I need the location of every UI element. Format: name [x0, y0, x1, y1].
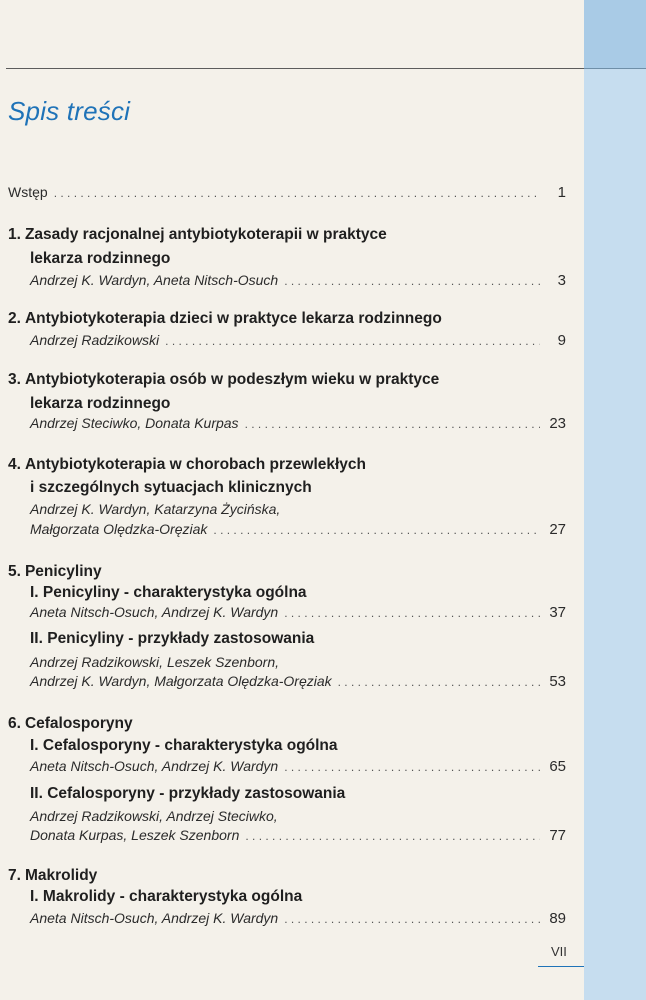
chapter-5-section-2-authors[interactable]	[30, 673, 566, 690]
chapter-5-number: 5.	[8, 563, 21, 580]
chapter-7-title-text: Makrolidy	[24, 867, 98, 884]
chapter-5-section-1-authors-text: Aneta Nitsch-Osuch, Andrzej K. Wardyn	[30, 604, 279, 620]
chapter-5-title-text: Penicyliny	[24, 563, 102, 580]
leader-dots	[284, 606, 540, 620]
chapter-1-authors-text: Andrzej K. Wardyn, Aneta Nitsch-Osuch	[30, 272, 279, 288]
side-strip-top-block	[584, 0, 646, 68]
footer-rule	[538, 966, 584, 967]
leader-dots	[284, 912, 540, 926]
leader-dots	[54, 186, 540, 200]
chapter-6-section-1-authors[interactable]	[30, 758, 566, 775]
chapter-1-title-text: Zasady racjonalnej antybiotykoterapii w praktyce	[24, 226, 387, 243]
chapter-1-authors[interactable]	[30, 272, 566, 289]
chapter-1-number: 1.	[8, 226, 21, 243]
chapter-5-section-2-authors-text: Andrzej K. Wardyn, Małgorzata Olędzka-Oręziak	[30, 673, 332, 689]
chapter-1-title-line-2[interactable]: lekarza rodzinnego	[30, 250, 171, 267]
leader-dots	[338, 675, 540, 689]
chapter-2-title-text: Antybiotykoterapia dzieci w praktyce lekarza rodzinnego	[24, 310, 442, 327]
chapter-5-section-2-title[interactable]: II. Penicyliny - przykłady zastosowania	[30, 630, 315, 647]
chapter-5-section-1-authors[interactable]	[30, 604, 566, 621]
chapter-6-title-text: Cefalosporyny	[24, 715, 133, 732]
chapter-3-title-line-2[interactable]: lekarza rodzinnego	[30, 395, 171, 412]
chapter-3-number: 3.	[8, 371, 21, 388]
chapter-1-title-line-1[interactable]	[8, 226, 387, 244]
top-rule	[6, 68, 584, 69]
leader-dots	[213, 523, 540, 537]
chapter-5-section-2-page: 53	[549, 673, 566, 690]
top-rule-extension	[584, 68, 646, 69]
chapter-2-authors[interactable]	[30, 332, 566, 349]
chapter-6-section-2-title[interactable]: II. Cefalosporyny - przykłady zastosowania	[30, 785, 346, 802]
chapter-6-section-2-page: 77	[549, 827, 566, 844]
chapter-5-section-1-title[interactable]: I. Penicyliny - charakterystyka ogólna	[30, 584, 307, 601]
chapter-5-section-1-page: 37	[549, 604, 566, 621]
chapter-7-section-1-title[interactable]: I. Makrolidy - charakterystyka ogólna	[30, 888, 303, 905]
chapter-7-section-1-authors-text: Aneta Nitsch-Osuch, Andrzej K. Wardyn	[30, 910, 279, 926]
page-folio: VII	[551, 944, 567, 959]
chapter-3-page: 23	[549, 415, 566, 432]
chapter-6-section-2-authors[interactable]	[30, 827, 566, 844]
chapter-2-title[interactable]	[8, 310, 442, 328]
toc-entry-intro[interactable]	[8, 184, 566, 201]
page-title: Spis treści	[8, 96, 131, 126]
leader-dots	[245, 417, 540, 431]
chapter-6-section-1-authors-text: Aneta Nitsch-Osuch, Andrzej K. Wardyn	[30, 758, 279, 774]
toc-intro-label: Wstęp	[8, 184, 48, 200]
leader-dots	[284, 274, 540, 288]
chapter-3-title-line-1[interactable]	[8, 371, 439, 389]
chapter-5-section-2-authors-line-1: Andrzej Radzikowski, Leszek Szenborn,	[30, 654, 280, 670]
chapter-6-section-2-authors-text: Donata Kurpas, Leszek Szenborn	[30, 827, 240, 843]
chapter-4-authors-text: Małgorzata Olędzka-Oręziak	[30, 521, 208, 537]
chapter-4-authors-line-1: Andrzej K. Wardyn, Katarzyna Życińska,	[30, 501, 281, 517]
chapter-4-number: 4.	[8, 456, 21, 473]
chapter-7-title[interactable]	[8, 867, 97, 885]
chapter-6-title[interactable]	[8, 715, 133, 733]
chapter-4-page: 27	[549, 521, 566, 538]
toc-intro-page: 1	[557, 184, 566, 201]
chapter-4-authors[interactable]	[30, 521, 566, 538]
chapter-2-page: 9	[557, 332, 566, 349]
side-color-strip	[584, 0, 646, 1000]
chapter-1-page: 3	[557, 272, 566, 289]
chapter-6-number: 6.	[8, 715, 21, 732]
chapter-3-authors-text: Andrzej Steciwko, Donata Kurpas	[30, 415, 239, 431]
chapter-4-title-text: Antybiotykoterapia w chorobach przewlekłych	[24, 456, 367, 473]
leader-dots	[284, 760, 540, 774]
chapter-2-number: 2.	[8, 310, 21, 327]
chapter-6-section-2-authors-line-1: Andrzej Radzikowski, Andrzej Steciwko,	[30, 808, 278, 824]
leader-dots	[245, 829, 540, 843]
chapter-7-section-1-page: 89	[549, 910, 566, 927]
chapter-6-section-1-page: 65	[549, 758, 566, 775]
leader-dots	[165, 334, 540, 348]
chapter-3-authors[interactable]	[30, 415, 566, 432]
chapter-4-title-line-1[interactable]	[8, 456, 366, 474]
chapter-7-section-1-authors[interactable]	[30, 910, 566, 927]
chapter-4-title-line-2[interactable]: i szczególnych sytuacjach klinicznych	[30, 479, 312, 496]
chapter-2-authors-text: Andrzej Radzikowski	[30, 332, 160, 348]
chapter-6-section-1-title[interactable]: I. Cefalosporyny - charakterystyka ogólna	[30, 737, 338, 754]
chapter-3-title-text: Antybiotykoterapia osób w podeszłym wieku w praktyce	[24, 371, 440, 388]
chapter-7-number: 7.	[8, 867, 21, 884]
chapter-5-title[interactable]	[8, 563, 102, 581]
